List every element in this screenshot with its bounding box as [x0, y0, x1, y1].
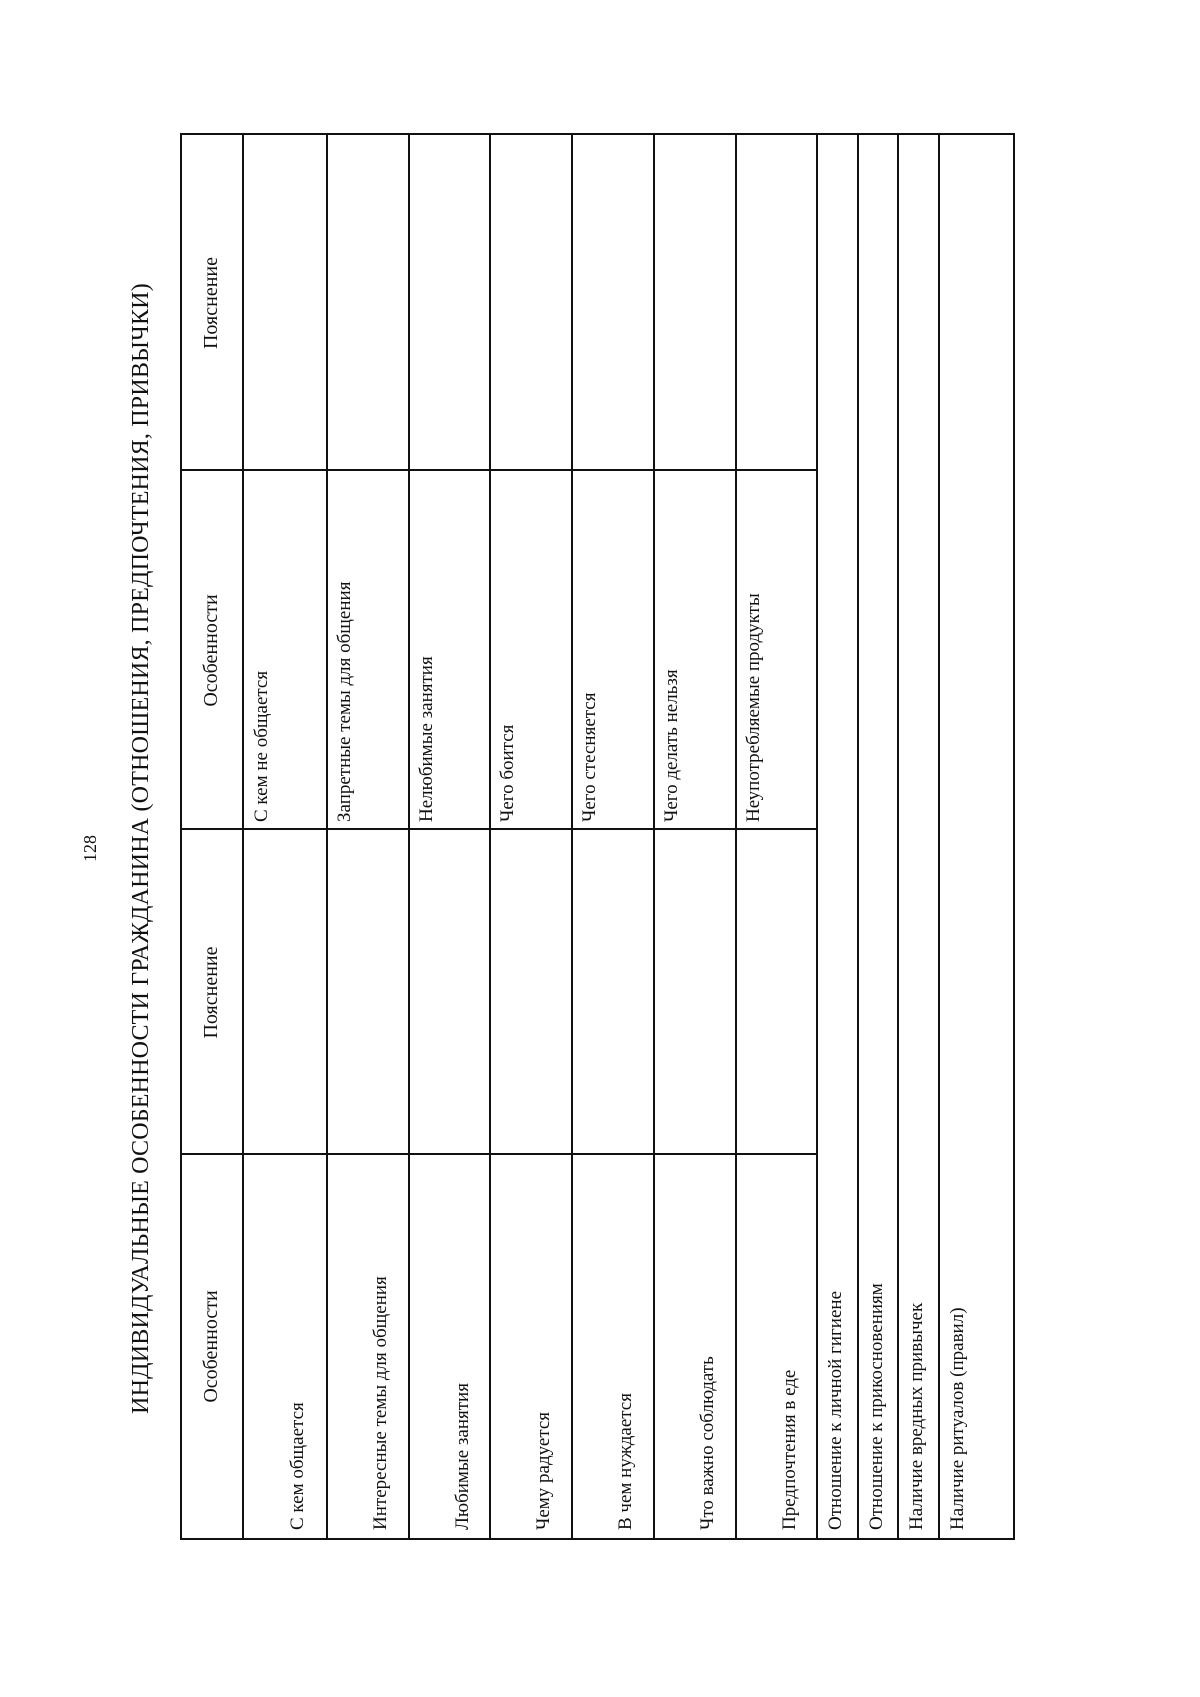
table-rule — [182, 1153, 818, 1155]
row-feature-right: Неупотребляемые продукты — [743, 593, 764, 822]
row-feature-left: Интересные темы для общения — [370, 1276, 391, 1530]
row-feature-left: В чем нуждается — [615, 1393, 636, 1530]
row-feature-left: Что важно соблюдать — [697, 1356, 718, 1530]
header-explanation-1: Пояснение — [200, 946, 222, 1039]
row-feature-left: С кем общается — [287, 1402, 308, 1530]
table-rule — [857, 135, 859, 1538]
row-feature-left: Предпочтения в еде — [779, 1369, 800, 1530]
table-rule — [735, 135, 737, 1538]
table-rule — [182, 828, 818, 830]
row-feature-left: Чему радуется — [533, 1411, 554, 1530]
table-rule — [489, 135, 491, 1538]
row-feature-left: Любимые занятия — [452, 1383, 473, 1530]
table-rule — [938, 135, 940, 1538]
row-single-feature: Наличие вредных привычек — [906, 1302, 927, 1530]
row-feature-right: Чего делать нельзя — [661, 669, 682, 822]
table-rule — [571, 135, 573, 1538]
features-table — [180, 133, 1015, 1540]
row-feature-right: Чего стесняется — [579, 692, 600, 822]
row-feature-right: Запретные темы для общения — [334, 581, 355, 822]
row-single-feature: Отношение к личной гигиене — [825, 1290, 846, 1530]
table-rule — [242, 135, 244, 1538]
header-features-1: Особенности — [200, 1290, 222, 1403]
header-explanation-2: Пояснение — [200, 257, 222, 350]
row-feature-right: С кем не общается — [251, 670, 272, 822]
header-features-2: Особенности — [200, 594, 222, 707]
table-rule — [816, 135, 818, 1538]
row-feature-right: Чего боится — [497, 724, 518, 822]
document-title: ИНДИВИДУАЛЬНЫЕ ОСОБЕННОСТИ ГРАЖДАНИНА (ОТНОШЕНИЯ, ПРЕДПОЧТЕНИЯ, ПРИВЫЧКИ) — [128, 283, 154, 1414]
table-rule — [326, 135, 328, 1538]
table-rule — [897, 135, 899, 1538]
table-rule — [408, 135, 410, 1538]
row-single-feature: Отношение к прикосновениям — [866, 1283, 887, 1530]
page-number: 128 — [80, 835, 100, 862]
row-single-feature: Наличие ритуалов (правил) — [947, 1307, 968, 1530]
table-rule — [653, 135, 655, 1538]
row-feature-right: Нелюбимые занятия — [416, 656, 437, 822]
table-rule — [182, 469, 818, 471]
